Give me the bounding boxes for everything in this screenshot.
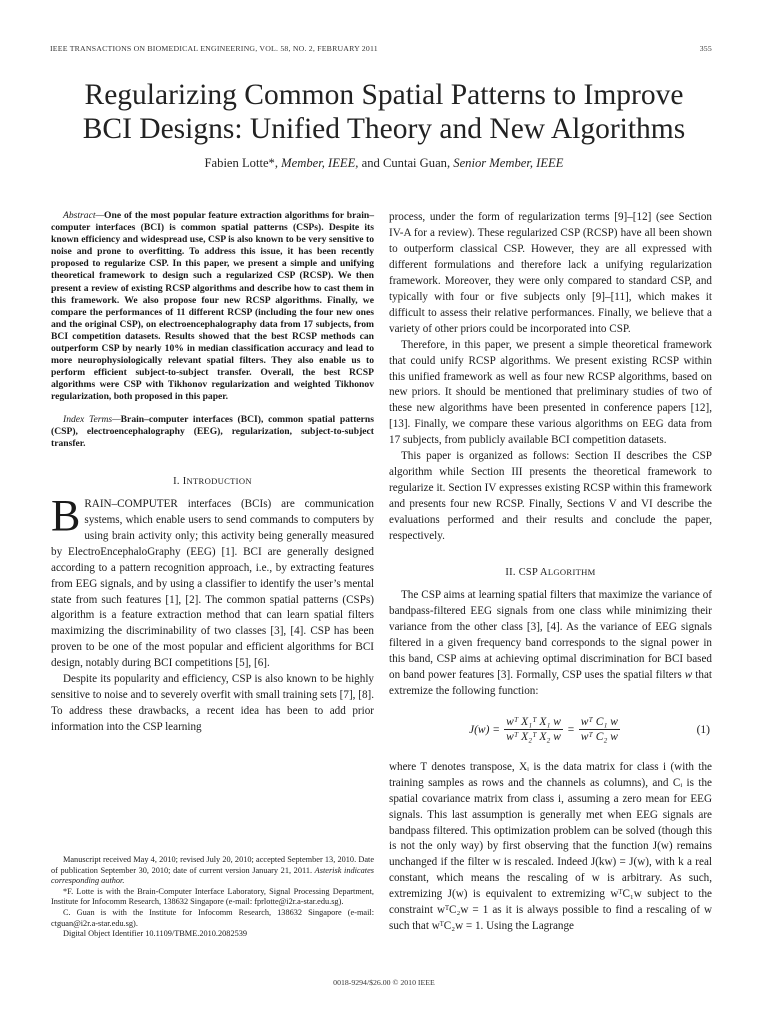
section-2-numeral: II. bbox=[505, 567, 516, 579]
footnote-guan: C. Guan is with the Institute for Infocomm Research, 138632 Singapore (e-mail: ctguan@i2r.a-star.edu.sg). bbox=[51, 907, 374, 928]
journal-name: IEEE TRANSACTIONS ON BIOMEDICAL ENGINEERING, VOL. 58, NO. 2, FEBRUARY 2011 bbox=[50, 44, 378, 53]
index-terms-text: Brain–computer interfaces (BCI), common spatial patterns (CSP), electroencephalography (EEG), regularization, subject-to-subject transfer. bbox=[51, 413, 374, 449]
abstract-text: One of the most popular feature extraction algorithms for brain–computer interfaces (BCI) is common spatial patterns (CSPs). Despite its known efficiency and widespread use, CSP is also known to be very sensitive to noise and prone to overfitting. To address this issue, it has been recently proposed to regularize CSP. In this paper, we present a simple and unifying theoretical framework to design such a regularized CSP (RCSP). We then present a review of existing RCSP algorithms and describe how to cast them in this framework. We also propose four new RCSP algorithms. Finally, we compare the performances of 11 different RCSP (including the four new ones and the original CSP), on electroencephalography data from 17 subjects, from BCI competition datasets. Results showed that the best RCSP methods can outperform CSP by nearly 10% in median classification accuracy and lead to more neurophysiologically relevant spatial filters. They also enable us to perform efficient subject-to-subject transfer. Overall, the best RCSP algorithms were CSP with Tikhonov regularization and weighted Tikhonov regularization, both proposed in this paper. bbox=[51, 210, 374, 403]
fraction-1-denominator: wᵀ X₂ᵀ X₂ w bbox=[506, 731, 561, 744]
author-1: Fabien Lotte*, bbox=[204, 156, 278, 170]
intro-paragraph-1 bbox=[51, 490, 374, 672]
section-1-numeral: I. bbox=[173, 475, 180, 487]
intro-paragraph-1-text: RAIN–COMPUTER interfaces (BCIs) are communication systems, which enable users to send commands to computers by using brain activity only; this activity being generally measured by ElectroEncephaloGraphy (EEG) [1]. BCI are generally designed according to a pattern recognition approach, i.e., by extracting features from EEG signals, and by using a classifier to identify the user’s mental state from such features [1], [2]. The common spatial patterns (CSPs) algorithm is a feature extraction method that can learn spatial filters maximizing the discriminability of two classes [3], [4]. CSP has been proven to be one of the most popular and efficient algorithms for BCI design, notably during BCI competitions [5], [6]. bbox=[51, 497, 374, 670]
csp-paragraph-2: where T denotes transpose, Xᵢ is the data matrix for class i (with the training samples as rows and the channels as columns), and Cᵢ is the spatial covariance matrix from class i, assuming a zero mean for EEG signals. This last assumption is generally met when EEG signals are bandpass filtered. This optimization problem can be solved (though this is not the only way) by first observing that the function J(w) remains unchanged if the filter w is rescaled. Indeed J(kw) = J(w), with k a real constant, which means the rescaling of w is arbitrary. As such, extremizing J(w) is equivalent to extremizing wᵀC₁w subject to the constraint wᵀC₂w = 1 as it is always possible to find a rescaling of w such that wᵀC₂w = 1. Using the Lagrange bbox=[389, 760, 712, 933]
footnote-manuscript-text: Manuscript received May 4, 2010; revised July 20, 2010; accepted September 13, 2010. Date of publication September 30, 2010; date of current version January 21, 2011. bbox=[51, 855, 374, 875]
title-line-1: Regularizing Common Spatial Patterns to Improve bbox=[84, 79, 684, 111]
left-column bbox=[51, 210, 374, 736]
section-2-initial: A bbox=[540, 567, 548, 579]
title-line-2: BCI Designs: Unified Theory and New Algorithms bbox=[82, 113, 686, 145]
fraction-2-denominator: wᵀ C₂ w bbox=[580, 731, 618, 744]
drop-cap: B bbox=[51, 490, 81, 540]
equation-equals: = bbox=[566, 723, 575, 736]
copyright-footer: 0018-9294/$26.00 © 2010 IEEE bbox=[333, 978, 435, 987]
section-1-rest: NTRODUCTION bbox=[186, 475, 252, 486]
section-2-rest: LGORITHM bbox=[547, 567, 596, 578]
author-conjunction: and bbox=[361, 156, 380, 170]
section-heading-introduction bbox=[51, 476, 374, 487]
section-2-word1: CSP bbox=[518, 567, 538, 579]
section-heading-csp-algorithm bbox=[389, 567, 712, 578]
math-w: w bbox=[684, 668, 693, 681]
equation-body bbox=[469, 716, 624, 743]
section-1-initial: I bbox=[182, 475, 187, 487]
footnote-asterisk-note: Asterisk indicates corresponding author. bbox=[51, 865, 374, 886]
footnotes bbox=[51, 855, 374, 940]
footnote-manuscript bbox=[51, 855, 374, 887]
right-paragraph-1: process, under the form of regularization terms [9]–[12] (see Section IV-A for a review). These regularized CSP (RCSP) have all been shown to outperform classical CSP. However, they are all expressed with different formulations and therefore lack a unifying regularization framework. Moreover, they were only compared to standard CSP, and typically with four or five subjects only [9]–[11], which makes it difficult to assess their relative performances. Finally, we believe that a variety of other priors could be incorporated into CSP. bbox=[389, 211, 712, 335]
fraction-1-numerator: wᵀ X₁ᵀ X₁ w bbox=[506, 716, 561, 729]
author-1-role: Member, IEEE, bbox=[281, 156, 359, 170]
paper-title bbox=[30, 78, 738, 146]
right-paragraph-3: This paper is organized as follows: Section II describes the CSP algorithm while Section III presents the theoretical framework to regularize it. Section IV expresses existing RCSP within this framework and presents four new RCSP. Finally, Sections V and VI describe the evaluations performed and their results and conclude the paper, respectively. bbox=[389, 450, 712, 543]
csp-paragraph-1 bbox=[389, 588, 712, 700]
fraction-2 bbox=[579, 716, 620, 743]
fraction-2-numerator: wᵀ C₁ w bbox=[580, 716, 618, 729]
footnote-doi: Digital Object Identifier 10.1109/TBME.2010.2082539 bbox=[63, 929, 248, 939]
abstract bbox=[51, 210, 374, 404]
running-head bbox=[50, 44, 712, 53]
author-2: Cuntai Guan, bbox=[382, 156, 451, 170]
index-terms bbox=[51, 414, 374, 450]
right-column bbox=[389, 210, 712, 935]
csp-paragraph-1-text-b: that extremize the following function: bbox=[389, 668, 712, 697]
author-2-role: Senior Member, IEEE bbox=[453, 156, 564, 170]
page-number: 355 bbox=[699, 44, 712, 53]
footnote-lotte: *F. Lotte is with the Brain-Computer Interface Laboratory, Signal Processing Department, Institute for Infocomm Research, 138632 Singapore (e-mail: fprlotte@i2r.a-star.edu.sg). bbox=[51, 886, 374, 907]
equation-lhs: J(w) = bbox=[469, 723, 501, 736]
equation-1 bbox=[389, 710, 712, 750]
fraction-1 bbox=[504, 716, 563, 743]
author-line bbox=[30, 156, 738, 171]
equation-number: (1) bbox=[696, 723, 710, 736]
abstract-lead: Abstract— bbox=[63, 210, 105, 221]
csp-paragraph-1-text-a: The CSP aims at learning spatial filters that maximize the variance of bandpass-filtered EEG signals from one class while minimizing their variance from the other class [3], [4]. As the variance of EEG signals filtered in a given frequency band corresponds to the signal power in this band, CSP aims at achieving optimal discrimination for BCI based on band power features [3]. Formally, CSP uses the spatial filters bbox=[389, 589, 712, 681]
index-terms-lead: Index Terms— bbox=[63, 413, 121, 425]
intro-paragraph-2: Despite its popularity and efficiency, CSP is also known to be highly sensitive to noise and to severely overfit with small training sets [7], [8]. To address these drawbacks, a recent idea has been to add prior information into the CSP learning bbox=[51, 673, 375, 734]
right-paragraph-2: Therefore, in this paper, we present a simple theoretical framework that could unify RCSP algorithms. We present existing RCSP within this unified framework as well as four new RCSP algorithms, based on new priors. It should be mentioned that preliminary studies of two of these new algorithms have been presented in conference papers [12], [13]. Finally, we compare these various algorithms on EEG data from 17 subjects, from publicly available BCI competition datasets. bbox=[389, 338, 712, 447]
